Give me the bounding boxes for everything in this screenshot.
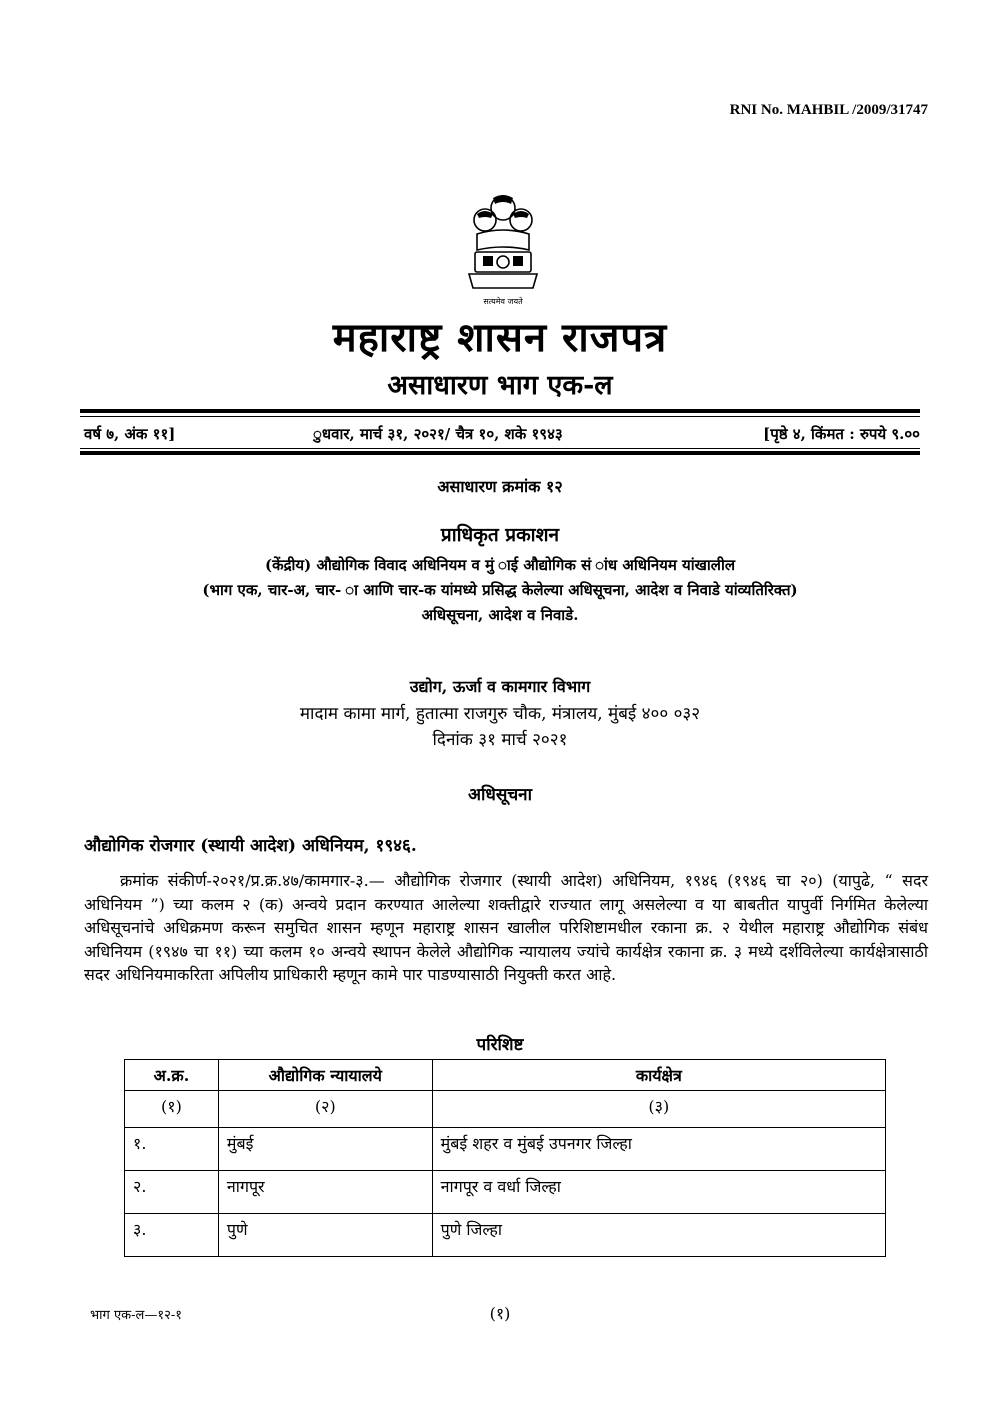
department-address: मादाम कामा मार्ग, हुतात्मा राजगुरु चौक, मंत्रालय, मुंबई ४०० ०३२ (299, 704, 701, 724)
extraordinary-number: असाधारण क्रमांक १२ (437, 477, 563, 496)
bottom-thick-rule (80, 451, 920, 455)
table-header: औद्योगिक न्यायालये (218, 1060, 432, 1091)
emblem-motto: सत्यमेव जयते (483, 297, 523, 306)
issue-date: ुधवार, मार्च ३१, २०२१/ चैत्र १०, शके १९४३ (313, 425, 563, 443)
column-number: (३) (432, 1091, 885, 1128)
authorized-publication-line: (केंद्रीय) औद्योगिक विवाद अधिनियम व मुं ाई औद्योगिक सं ांध अधिनियम यांखालील (264, 556, 736, 574)
authorized-publication-line: (भाग एक, चार-अ, चार- ा आणि चार-क यांमध्ये प्रसिद्ध केलेल्या अधिसूचना, आदेश व निवाडे यांव्यतिरिक्त) (202, 581, 798, 599)
table-cell: २. (125, 1171, 219, 1214)
act-title: औद्योगिक रोजगार (स्थायी आदेश) अधिनियम, १९४६. (84, 836, 417, 856)
gazette-subtitle: असाधारण भाग एक-ल (387, 370, 613, 401)
authorized-publication-title: प्राधिकृत प्रकाशन (440, 524, 560, 546)
annex-table (124, 1059, 886, 1257)
table-row (125, 1128, 886, 1171)
column-number: (१) (125, 1091, 219, 1128)
column-number: (२) (218, 1091, 432, 1128)
page-number: (१) (489, 1304, 511, 1323)
table-row (125, 1214, 886, 1257)
bottom-thin-rule (80, 448, 920, 449)
top-thin-rule (80, 416, 920, 417)
rni-number: RNI No. MAHBIL /2009/31747 (729, 102, 928, 118)
table-cell: नागपूर (218, 1171, 432, 1214)
table-cell: १. (125, 1128, 219, 1171)
gazette-title: महाराष्ट्र शासन राजपत्र (332, 314, 668, 361)
annex-title: परिशिष्ट (476, 1035, 524, 1055)
issue-number: वर्ष ७, अंक ११] (84, 425, 176, 443)
notification-body: क्रमांक संकीर्ण-२०२१/प्र.क्र.४७/कामगार-३.— औद्योगिक रोजगार (स्थायी आदेश) अधिनियम, १९४६ (१९४६ चा २०) (यापुढे, “ सदर अधिनियम ”) च्या कलम २ (क) अन्वये प्रदान करण्यात आलेल्या शक्तीद्वारे राज्यात लागू असलेल्या व या बाबतीत यापुर्वी निर्गमित केलेल्या अधिसूचनांचे अधिक्रमण करून समुचित शासन म्हणून महाराष्ट्र शासन खालील परिशिष्टामधील रकाना क्र. २ येथील महाराष्ट्र औद्योगिक संबंध अधिनियम (१९४७ चा ११) च्या कलम १० अन्वये स्थापन केलेले औद्योगिक न्यायालय ज्यांचे कार्यक्षेत्र रकाना क्र. ३ मध्ये दर्शविलेल्या कार्यक्षेत्रासाठी सदर अधिनियमाकरिता अपिलीय प्राधिकारी म्हणून कामे पार पाडण्यासाठी नियुक्ती करत आहे. (84, 871, 928, 984)
table-row (125, 1171, 886, 1214)
table-cell: मुंबई शहर व मुंबई उपनगर जिल्हा (432, 1128, 885, 1171)
notification-heading: अधिसूचना (468, 785, 532, 805)
department-name: उद्योग, ऊर्जा व कामगार विभाग (409, 677, 591, 696)
table-header-row (125, 1060, 886, 1091)
ashoka-emblem-icon (463, 190, 543, 308)
table-column-number-row (125, 1091, 886, 1128)
top-thick-rule (80, 409, 920, 413)
table-cell: पुणे (218, 1214, 432, 1257)
issue-price: [पृष्ठे ४, किंमत : रुपये ९.०० (763, 425, 920, 443)
footer-reference: भाग एक-ल—१२-१ (90, 1308, 183, 1323)
table-cell: ३. (125, 1214, 219, 1257)
authorized-publication-line: अधिसूचना, आदेश व निवाडे. (421, 606, 579, 624)
table-header: अ.क्र. (125, 1060, 219, 1091)
notification-date: दिनांक ३१ मार्च २०२१ (432, 730, 568, 750)
table-cell: मुंबई (218, 1128, 432, 1171)
table-cell: पुणे जिल्हा (432, 1214, 885, 1257)
table-cell: नागपूर व वर्धा जिल्हा (432, 1171, 885, 1214)
table-header: कार्यक्षेत्र (432, 1060, 885, 1091)
